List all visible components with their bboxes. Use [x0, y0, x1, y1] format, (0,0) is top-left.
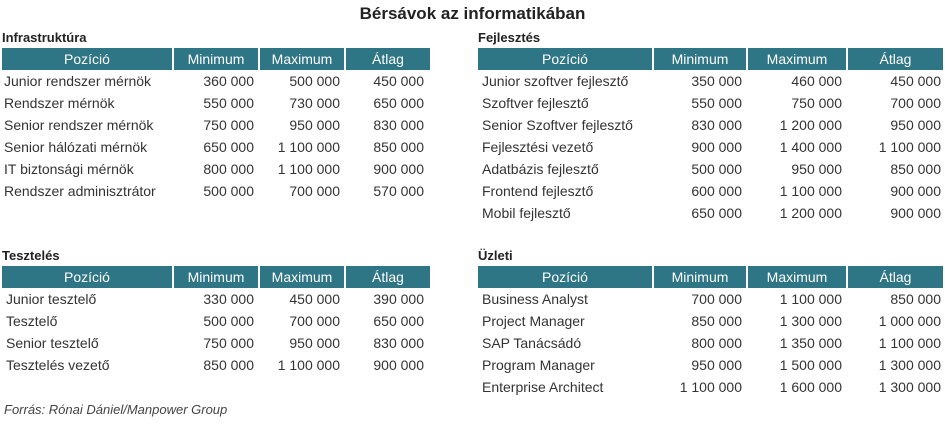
- position-cell: IT biztonsági mérnök: [4, 161, 134, 177]
- table-row: [478, 70, 943, 92]
- maximum-cell: 730 000: [289, 95, 340, 111]
- table-row: [478, 180, 943, 202]
- salary-table: [2, 266, 430, 376]
- table-row: [478, 288, 943, 310]
- position-cell: Enterprise Architect: [482, 379, 604, 395]
- maximum-cell: 1 100 000: [779, 183, 842, 199]
- position-cell: Junior tesztelő: [6, 291, 97, 307]
- minimum-cell: 360 000: [203, 73, 254, 89]
- average-cell: 830 000: [373, 117, 424, 133]
- table-row: [2, 158, 430, 180]
- minimum-cell: 750 000: [203, 117, 254, 133]
- maximum-cell: 1 500 000: [779, 357, 842, 373]
- position-cell: Rendszer mérnök: [4, 95, 115, 111]
- average-cell: 450 000: [890, 73, 941, 89]
- position-cell: Mobil fejlesztő: [482, 205, 571, 221]
- maximum-cell: 1 300 000: [779, 313, 842, 329]
- table-row: [478, 376, 943, 398]
- column-header-maximum: Maximum: [748, 48, 848, 70]
- table-row: [2, 310, 430, 332]
- table-row: [478, 158, 943, 180]
- salary-table: [2, 48, 430, 202]
- section-heading: Tesztelés: [2, 248, 60, 263]
- maximum-cell: 500 000: [289, 73, 340, 89]
- average-cell: 650 000: [373, 95, 424, 111]
- table-row: [478, 114, 943, 136]
- section-heading: Infrastruktúra: [2, 30, 87, 45]
- column-header-maximum: Maximum: [260, 266, 346, 288]
- salary-table: [478, 266, 943, 398]
- minimum-cell: 1 100 000: [679, 379, 742, 395]
- position-cell: Frontend fejlesztő: [482, 183, 594, 199]
- position-cell: Senior rendszer mérnök: [4, 117, 154, 133]
- average-cell: 650 000: [373, 313, 424, 329]
- average-cell: 850 000: [890, 291, 941, 307]
- average-cell: 570 000: [373, 183, 424, 199]
- average-cell: 1 100 000: [878, 139, 941, 155]
- average-cell: 850 000: [373, 139, 424, 155]
- table-row: [2, 332, 430, 354]
- column-header-minimum: Minimum: [654, 266, 748, 288]
- column-header-minimum: Minimum: [174, 266, 260, 288]
- table-row: [2, 114, 430, 136]
- minimum-cell: 850 000: [203, 357, 254, 373]
- position-cell: Junior rendszer mérnök: [4, 73, 152, 89]
- minimum-cell: 600 000: [691, 183, 742, 199]
- column-header-average: Átlag: [346, 266, 430, 288]
- column-header-maximum: Maximum: [260, 48, 346, 70]
- table-row: [478, 136, 943, 158]
- maximum-cell: 1 100 000: [277, 161, 340, 177]
- average-cell: 900 000: [890, 183, 941, 199]
- minimum-cell: 830 000: [691, 117, 742, 133]
- column-header-minimum: Minimum: [654, 48, 748, 70]
- section-business: [478, 246, 943, 398]
- average-cell: 900 000: [373, 161, 424, 177]
- table-row: [2, 70, 430, 92]
- table-row: [478, 202, 943, 224]
- minimum-cell: 950 000: [691, 357, 742, 373]
- average-cell: 950 000: [890, 117, 941, 133]
- minimum-cell: 700 000: [691, 291, 742, 307]
- maximum-cell: 1 400 000: [779, 139, 842, 155]
- minimum-cell: 650 000: [691, 205, 742, 221]
- table-row: [478, 332, 943, 354]
- maximum-cell: 450 000: [289, 291, 340, 307]
- minimum-cell: 800 000: [691, 335, 742, 351]
- table-row: [478, 310, 943, 332]
- minimum-cell: 650 000: [203, 139, 254, 155]
- table-row: [2, 354, 430, 376]
- position-cell: Project Manager: [482, 313, 585, 329]
- average-cell: 1 100 000: [878, 335, 941, 351]
- minimum-cell: 550 000: [203, 95, 254, 111]
- table-row: [2, 136, 430, 158]
- maximum-cell: 950 000: [289, 335, 340, 351]
- table-row: [2, 180, 430, 202]
- position-cell: Senior Szoftver fejlesztő: [482, 117, 633, 133]
- position-cell: Senior tesztelő: [6, 335, 99, 351]
- minimum-cell: 900 000: [691, 139, 742, 155]
- column-header-average: Átlag: [848, 48, 943, 70]
- minimum-cell: 500 000: [203, 313, 254, 329]
- salary-table: [478, 48, 943, 224]
- minimum-cell: 750 000: [203, 335, 254, 351]
- average-cell: 900 000: [373, 357, 424, 373]
- average-cell: 1 000 000: [878, 313, 941, 329]
- average-cell: 390 000: [373, 291, 424, 307]
- position-cell: Szoftver fejlesztő: [482, 95, 589, 111]
- maximum-cell: 1 100 000: [277, 357, 340, 373]
- position-cell: Program Manager: [482, 357, 595, 373]
- table-row: [2, 92, 430, 114]
- table-row: [478, 354, 943, 376]
- section-heading: Üzleti: [478, 248, 513, 263]
- section-heading: Fejlesztés: [478, 30, 541, 45]
- column-header-position: Pozíció: [478, 48, 654, 70]
- maximum-cell: 1 600 000: [779, 379, 842, 395]
- minimum-cell: 500 000: [203, 183, 254, 199]
- position-cell: Tesztelő: [6, 313, 58, 329]
- column-header-average: Átlag: [848, 266, 943, 288]
- column-header-minimum: Minimum: [174, 48, 260, 70]
- maximum-cell: 1 350 000: [779, 335, 842, 351]
- position-cell: Business Analyst: [482, 291, 588, 307]
- table-row: [478, 92, 943, 114]
- maximum-cell: 700 000: [289, 183, 340, 199]
- maximum-cell: 950 000: [289, 117, 340, 133]
- position-cell: Junior szoftver fejlesztő: [482, 73, 629, 89]
- average-cell: 850 000: [890, 161, 941, 177]
- position-cell: Adatbázis fejlesztő: [482, 161, 599, 177]
- minimum-cell: 550 000: [691, 95, 742, 111]
- section-infrastructure: [2, 28, 430, 202]
- section-development: [478, 28, 943, 224]
- position-cell: SAP Tanácsádó: [482, 335, 582, 351]
- column-header-position: Pozíció: [478, 266, 654, 288]
- source-note: Forrás: Rónai Dániel/Manpower Group: [4, 402, 228, 417]
- average-cell: 1 300 000: [878, 379, 941, 395]
- minimum-cell: 330 000: [203, 291, 254, 307]
- average-cell: 830 000: [373, 335, 424, 351]
- minimum-cell: 350 000: [691, 73, 742, 89]
- table-row: [2, 288, 430, 310]
- average-cell: 900 000: [890, 205, 941, 221]
- average-cell: 1 300 000: [878, 357, 941, 373]
- section-testing: [2, 246, 430, 376]
- maximum-cell: 1 200 000: [779, 117, 842, 133]
- average-cell: 450 000: [373, 73, 424, 89]
- position-cell: Tesztelés vezető: [6, 357, 110, 373]
- minimum-cell: 800 000: [203, 161, 254, 177]
- column-header-position: Pozíció: [2, 266, 174, 288]
- column-header-maximum: Maximum: [748, 266, 848, 288]
- minimum-cell: 850 000: [691, 313, 742, 329]
- average-cell: 700 000: [890, 95, 941, 111]
- maximum-cell: 1 200 000: [779, 205, 842, 221]
- page-title: Bérsávok az informatikában: [359, 4, 586, 23]
- position-cell: Rendszer adminisztrátor: [4, 183, 156, 199]
- maximum-cell: 1 100 000: [779, 291, 842, 307]
- maximum-cell: 1 100 000: [277, 139, 340, 155]
- position-cell: Fejlesztési vezető: [482, 139, 594, 155]
- position-cell: Senior hálózati mérnök: [4, 139, 148, 155]
- minimum-cell: 500 000: [691, 161, 742, 177]
- maximum-cell: 950 000: [791, 161, 842, 177]
- maximum-cell: 460 000: [791, 73, 842, 89]
- column-header-average: Átlag: [346, 48, 430, 70]
- maximum-cell: 750 000: [791, 95, 842, 111]
- maximum-cell: 700 000: [289, 313, 340, 329]
- column-header-position: Pozíció: [2, 48, 174, 70]
